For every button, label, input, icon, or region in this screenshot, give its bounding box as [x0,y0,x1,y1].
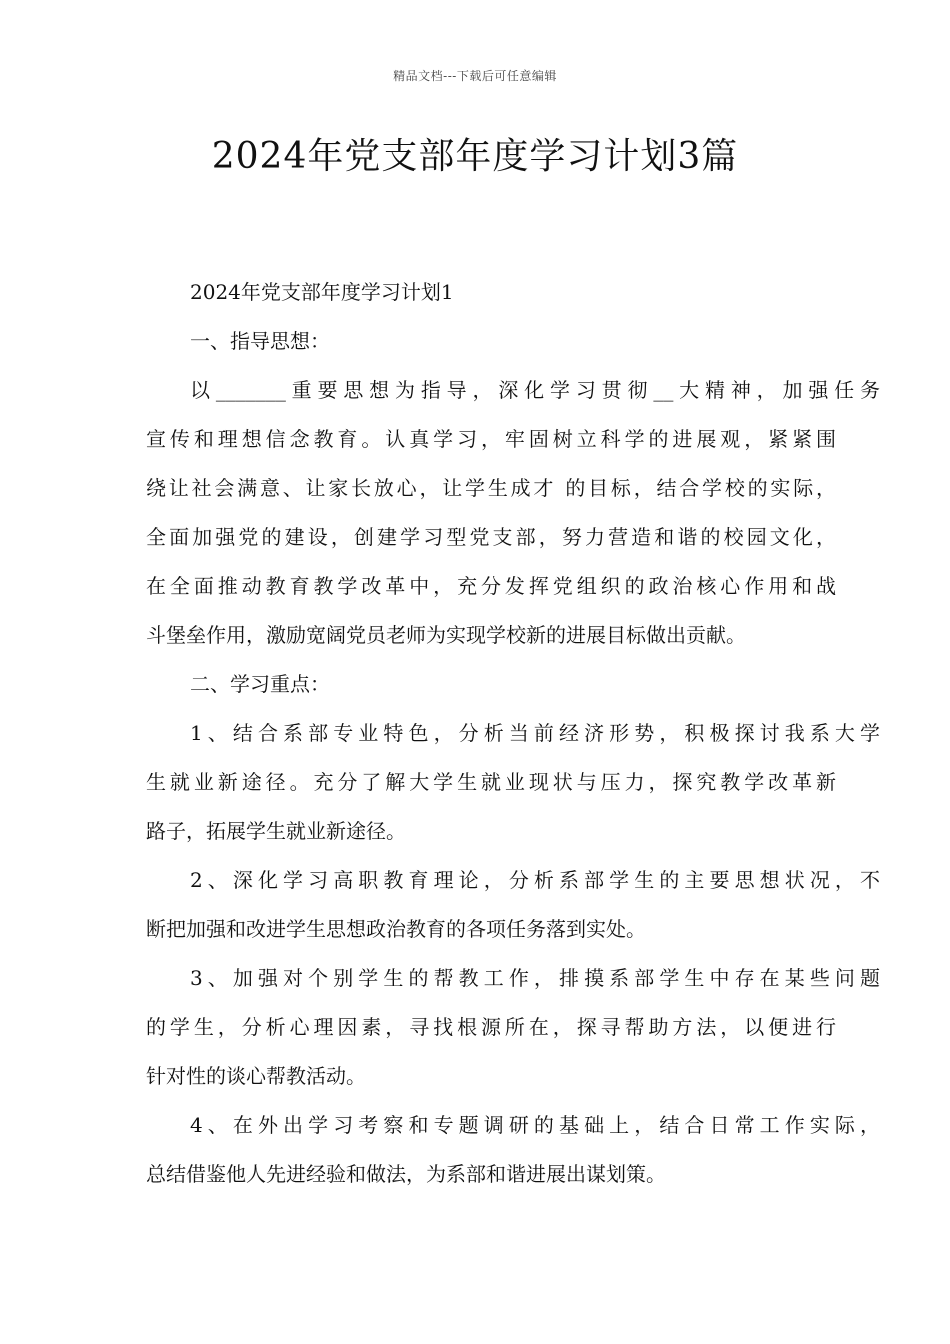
paragraph-line: 总结借鉴他人先进经验和做法，为系部和谐进展出谋划策。 [146,1162,666,1186]
paragraph-line: 4、在外出学习考察和专题调研的基础上，结合日常工作实际， [190,1113,880,1137]
document-body [146,280,880,1211]
paragraph-line: 以_______重要思想为指导，深化学习贯彻__大精神，加强任务 [190,378,880,402]
paragraph-line: 宣传和理想信念教育。认真学习，牢固树立科学的进展观，紧紧围 [146,427,836,451]
paragraph-line: 3、加强对个别学生的帮教工作，排摸系部学生中存在某些问题 [190,966,880,990]
paragraph-line: 的学生，分析心理因素，寻找根源所在，探寻帮助方法，以便进行 [146,1015,836,1039]
paragraph-line: 1、结合系部专业特色，分析当前经济形势，积极探讨我系大学 [190,721,880,745]
paragraph-line: 2、深化学习高职教育理论，分析系部学生的主要思想状况，不 [190,868,880,892]
paragraph-line: 断把加强和改进学生思想政治教育的各项任务落到实处。 [146,917,646,941]
paragraph-line: 在全面推动教育教学改革中，充分发挥党组织的政治核心作用和战 [146,574,836,598]
header-note: 精品文档---下载后可任意编辑 [393,69,557,83]
document-title: 2024年党支部年度学习计划3篇 [211,136,739,177]
section-heading: 2024年党支部年度学习计划1 [190,280,454,304]
paragraph-line: 路子，拓展学生就业新途径。 [146,819,406,843]
subheading-guiding-thought: 一、指导思想： [190,329,330,353]
subheading-study-focus: 二、学习重点： [190,672,330,696]
paragraph-line: 斗堡垒作用，激励宽阔党员老师为实现学校新的进展目标做出贡献。 [146,623,746,647]
paragraph-line: 针对性的谈心帮教活动。 [146,1064,366,1088]
paragraph-line: 生就业新途径。充分了解大学生就业现状与压力，探究教学改革新 [146,770,836,794]
paragraph-line: 全面加强党的建设，创建学习型党支部，努力营造和谐的校园文化， [146,525,836,549]
paragraph-line: 绕让社会满意、让家长放心，让学生成才 的目标，结合学校的实际， [146,476,836,500]
